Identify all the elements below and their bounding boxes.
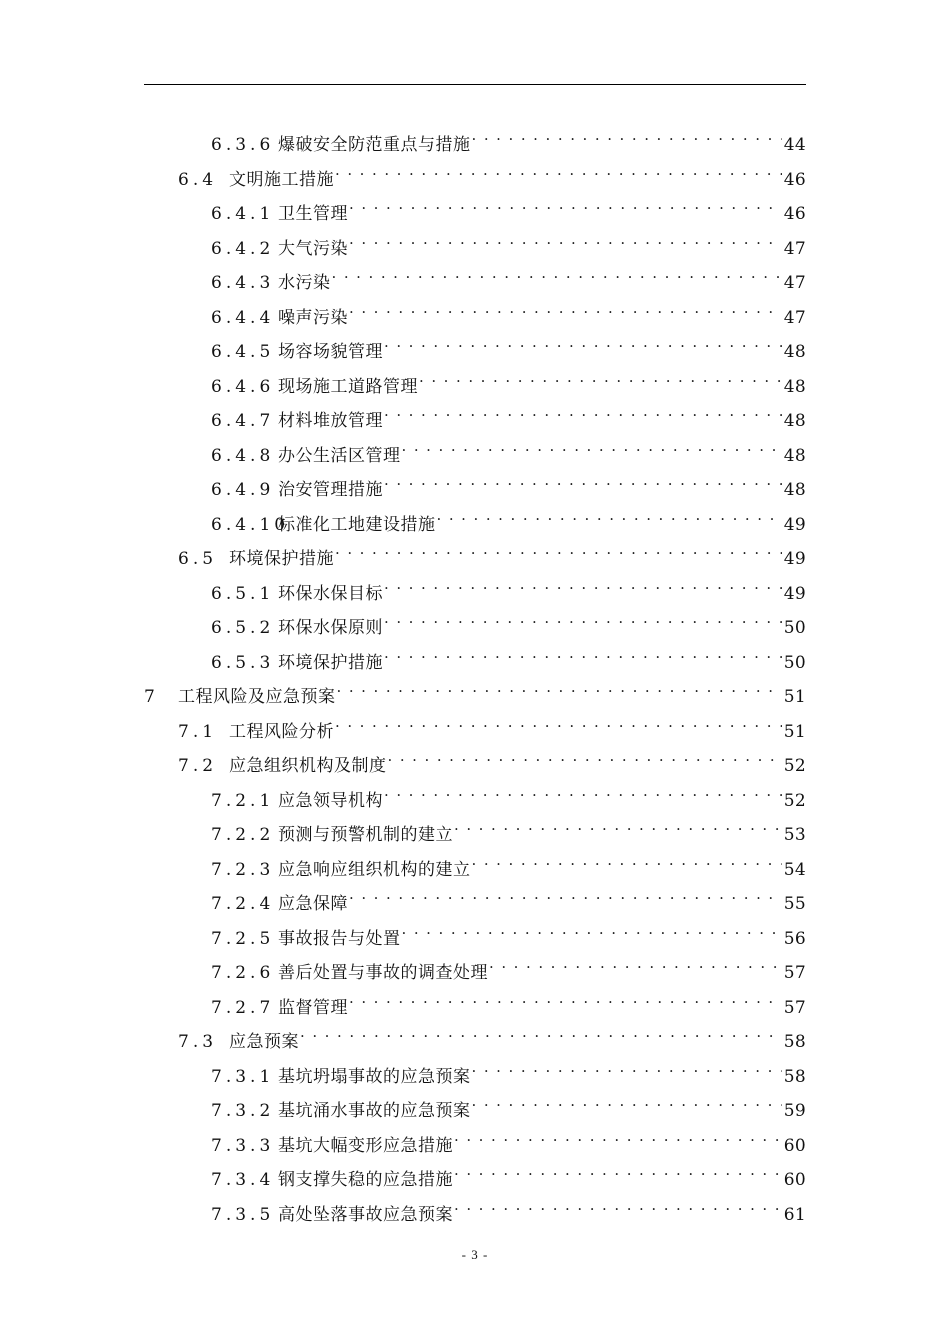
- toc-entry-title: 办公生活区管理: [278, 445, 401, 466]
- toc-entry-title: 应急响应组织机构的建立: [278, 859, 471, 880]
- toc-entry-number: 7.3.5: [211, 1204, 275, 1225]
- toc-entry-number: 6.4.4: [211, 307, 275, 328]
- toc-entry-page: 46: [783, 169, 806, 190]
- toc-dot-leader: [337, 672, 782, 702]
- toc-entry-title: 环境保护措施: [229, 549, 334, 569]
- toc-entry-number: 7.2: [178, 756, 218, 776]
- toc-entry[interactable]: [211, 120, 806, 155]
- toc-entry-title: 高处坠落事故应急预案: [278, 1204, 453, 1225]
- toc-dot-leader: [349, 879, 782, 909]
- toc-dot-leader: [384, 603, 782, 633]
- toc-entry-number: 6.5.1: [211, 583, 275, 604]
- toc-entry-number: 6.5.3: [211, 652, 275, 673]
- toc-entry-number: 6.4.9: [211, 480, 275, 500]
- toc-entry-page: 58: [783, 1066, 806, 1087]
- toc-entry-title: 文明施工措施: [229, 169, 334, 190]
- toc-entry-title: 标准化工地建设措施: [278, 514, 436, 535]
- toc-entry[interactable]: [211, 500, 806, 535]
- toc-entry-title: 应急保障: [278, 894, 348, 914]
- toc-entry[interactable]: [178, 707, 806, 742]
- toc-entry-page: 50: [783, 652, 806, 673]
- toc-entry-page: 48: [783, 376, 806, 397]
- toc-entry-title: 材料堆放管理: [278, 411, 383, 431]
- toc-entry-title: 应急领导机构: [278, 790, 383, 811]
- toc-dot-leader: [472, 1052, 782, 1082]
- toc-entry[interactable]: [144, 672, 806, 707]
- toc-entry[interactable]: [178, 155, 806, 190]
- toc-entry-page: 49: [783, 514, 806, 535]
- toc-entry-number: 7.3.4: [211, 1170, 275, 1190]
- toc-entry[interactable]: [211, 569, 806, 604]
- toc-entry-page: 48: [783, 342, 806, 362]
- toc-entry-title: 工程风险及应急预案: [178, 687, 336, 707]
- toc-entry-number: 7.2.5: [211, 928, 275, 949]
- toc-entry[interactable]: [211, 1086, 806, 1121]
- toc-entry[interactable]: [211, 1052, 806, 1087]
- toc-entry-title: 环保水保目标: [278, 583, 383, 604]
- toc-entry[interactable]: [178, 1017, 806, 1052]
- toc-dot-leader: [454, 1190, 782, 1220]
- toc-entry-page: 51: [783, 721, 806, 742]
- toc-entry-number: 7: [144, 687, 159, 707]
- toc-entry-title: 水污染: [278, 273, 331, 293]
- toc-entry-page: 47: [783, 273, 806, 293]
- toc-entry-number: 7.2.6: [211, 963, 275, 983]
- toc-entry-page: 52: [783, 756, 806, 776]
- toc-entry-number: 7.3.2: [211, 1101, 275, 1121]
- toc-entry-number: 7.1: [178, 721, 218, 742]
- toc-entry[interactable]: [211, 879, 806, 914]
- toc-entry-number: 6.4.6: [211, 376, 275, 397]
- toc-dot-leader: [402, 431, 782, 461]
- toc-dot-leader: [349, 293, 782, 323]
- toc-entry-number: 7.2.3: [211, 859, 275, 880]
- toc-entry[interactable]: [211, 258, 806, 293]
- toc-entry-number: 6.5.2: [211, 618, 275, 638]
- toc-entry-number: 6.4.3: [211, 273, 275, 293]
- toc-entry[interactable]: [211, 465, 806, 500]
- toc-entry-title: 大气污染: [278, 238, 348, 259]
- toc-entry-title: 基坑大幅变形应急措施: [278, 1135, 453, 1156]
- toc-entry-page: 52: [783, 790, 806, 811]
- toc-dot-leader: [300, 1017, 782, 1047]
- toc-entry-title: 现场施工道路管理: [278, 376, 418, 397]
- toc-entry-page: 59: [783, 1101, 806, 1121]
- toc-entry[interactable]: [211, 189, 806, 224]
- toc-entry-number: 7.3.1: [211, 1066, 275, 1087]
- toc-entry-title: 应急组织机构及制度: [229, 756, 387, 776]
- toc-entry-number: 6.4.8: [211, 445, 275, 466]
- toc-entry-page: 48: [783, 411, 806, 431]
- toc-entry[interactable]: [211, 224, 806, 259]
- toc-dot-leader: [384, 638, 782, 668]
- toc-entry[interactable]: [211, 1155, 806, 1190]
- toc-entry[interactable]: [211, 603, 806, 638]
- toc-entry[interactable]: [211, 1121, 806, 1156]
- toc-entry[interactable]: [211, 810, 806, 845]
- toc-entry-page: 55: [783, 894, 806, 914]
- header-rule: [144, 84, 806, 85]
- toc-entry-page: 44: [783, 135, 806, 155]
- toc-entry-title: 场容场貌管理: [278, 342, 383, 362]
- toc-entry[interactable]: [211, 983, 806, 1018]
- toc-dot-leader: [384, 396, 782, 426]
- toc-entry-title: 治安管理措施: [278, 480, 383, 500]
- toc-entry[interactable]: [211, 431, 806, 466]
- toc-entry-page: 51: [783, 687, 806, 707]
- toc-entry-title: 工程风险分析: [229, 721, 334, 742]
- toc-dot-leader: [472, 845, 782, 875]
- toc-entry-page: 57: [783, 997, 806, 1018]
- toc-dot-leader: [384, 465, 782, 495]
- toc-entry-page: 46: [783, 204, 806, 224]
- toc-dot-leader: [454, 1155, 782, 1185]
- toc-entry-number: 7.2.1: [211, 790, 275, 811]
- toc-entry[interactable]: [211, 845, 806, 880]
- toc-dot-leader: [332, 258, 782, 288]
- toc-dot-leader: [349, 224, 782, 254]
- toc-entry-number: 6.4.7: [211, 411, 275, 431]
- toc-entry-page: 60: [783, 1135, 806, 1156]
- toc-entry-title: 卫生管理: [278, 204, 348, 224]
- toc-entry-number: 6.5: [178, 549, 218, 569]
- toc-dot-leader: [388, 741, 782, 771]
- toc-entry-number: 7.3.3: [211, 1135, 275, 1156]
- toc-dot-leader: [472, 120, 782, 150]
- toc-entry[interactable]: [211, 776, 806, 811]
- toc-entry-title: 预测与预警机制的建立: [278, 825, 453, 845]
- toc-entry-page: 47: [783, 307, 806, 328]
- toc-dot-leader: [472, 1086, 782, 1116]
- toc-entry-title: 基坑坍塌事故的应急预案: [278, 1066, 471, 1087]
- toc-entry-page: 49: [783, 549, 806, 569]
- toc-entry-number: 6.4.2: [211, 238, 275, 259]
- toc-dot-leader: [437, 500, 782, 530]
- toc-entry-number: 6.3.6: [211, 135, 275, 155]
- toc-entry-title: 应急预案: [229, 1032, 299, 1052]
- toc-dot-leader: [335, 707, 782, 737]
- toc-entry-title: 环保水保原则: [278, 618, 383, 638]
- toc-entry[interactable]: [211, 293, 806, 328]
- toc-entry[interactable]: [211, 1190, 806, 1225]
- toc-entry-page: 61: [783, 1204, 806, 1225]
- toc-entry-page: 48: [783, 445, 806, 466]
- toc-entry-number: 6.4: [178, 169, 218, 190]
- toc-entry-page: 54: [783, 859, 806, 880]
- toc-entry-number: 7.2.7: [211, 997, 275, 1018]
- toc-entry-title: 钢支撑失稳的应急措施: [278, 1170, 453, 1190]
- toc-entry-number: 6.4.5: [211, 342, 275, 362]
- toc-dot-leader: [489, 948, 782, 978]
- toc-entry-page: 48: [783, 480, 806, 500]
- toc-entry-title: 事故报告与处置: [278, 928, 401, 949]
- toc-dot-leader: [349, 189, 782, 219]
- toc-entry-page: 58: [783, 1032, 806, 1052]
- toc-dot-leader: [335, 534, 782, 564]
- toc-entry-title: 基坑涌水事故的应急预案: [278, 1101, 471, 1121]
- toc-entry[interactable]: [178, 534, 806, 569]
- toc-dot-leader: [454, 810, 782, 840]
- toc-entry-title: 环境保护措施: [278, 652, 383, 673]
- toc-entry-number: 6.4.10: [211, 514, 290, 535]
- toc-entry[interactable]: [211, 638, 806, 673]
- toc-dot-leader: [349, 983, 782, 1013]
- toc-dot-leader: [384, 327, 782, 357]
- toc-entry-page: 53: [783, 825, 806, 845]
- toc-entry-title: 监督管理: [278, 997, 348, 1018]
- toc-entry-number: 7.2.2: [211, 825, 275, 845]
- toc-entry-number: 6.4.1: [211, 204, 275, 224]
- toc-dot-leader: [402, 914, 782, 944]
- toc-entry-page: 60: [783, 1170, 806, 1190]
- toc-dot-leader: [384, 569, 782, 599]
- toc-entry[interactable]: [211, 948, 806, 983]
- toc-entry[interactable]: [211, 914, 806, 949]
- toc-entry-title: 爆破安全防范重点与措施: [278, 135, 471, 155]
- toc-entry[interactable]: [211, 327, 806, 362]
- toc-entry-number: 7.2.4: [211, 894, 275, 914]
- toc-entry-page: 57: [783, 963, 806, 983]
- toc-entry-page: 56: [783, 928, 806, 949]
- toc-entry[interactable]: [211, 396, 806, 431]
- toc-entry-page: 47: [783, 238, 806, 259]
- toc-entry[interactable]: [211, 362, 806, 397]
- toc-dot-leader: [335, 155, 782, 185]
- toc-entry-number: 7.3: [178, 1032, 218, 1052]
- toc-entry[interactable]: [178, 741, 806, 776]
- toc-entry-title: 善后处置与事故的调查处理: [278, 963, 488, 983]
- toc-dot-leader: [384, 776, 782, 806]
- toc-entry-page: 49: [783, 583, 806, 604]
- toc-entry-page: 50: [783, 618, 806, 638]
- toc-entry-title: 噪声污染: [278, 307, 348, 328]
- page-number: - 3 -: [461, 1247, 489, 1262]
- toc-dot-leader: [419, 362, 782, 392]
- toc-dot-leader: [454, 1121, 782, 1151]
